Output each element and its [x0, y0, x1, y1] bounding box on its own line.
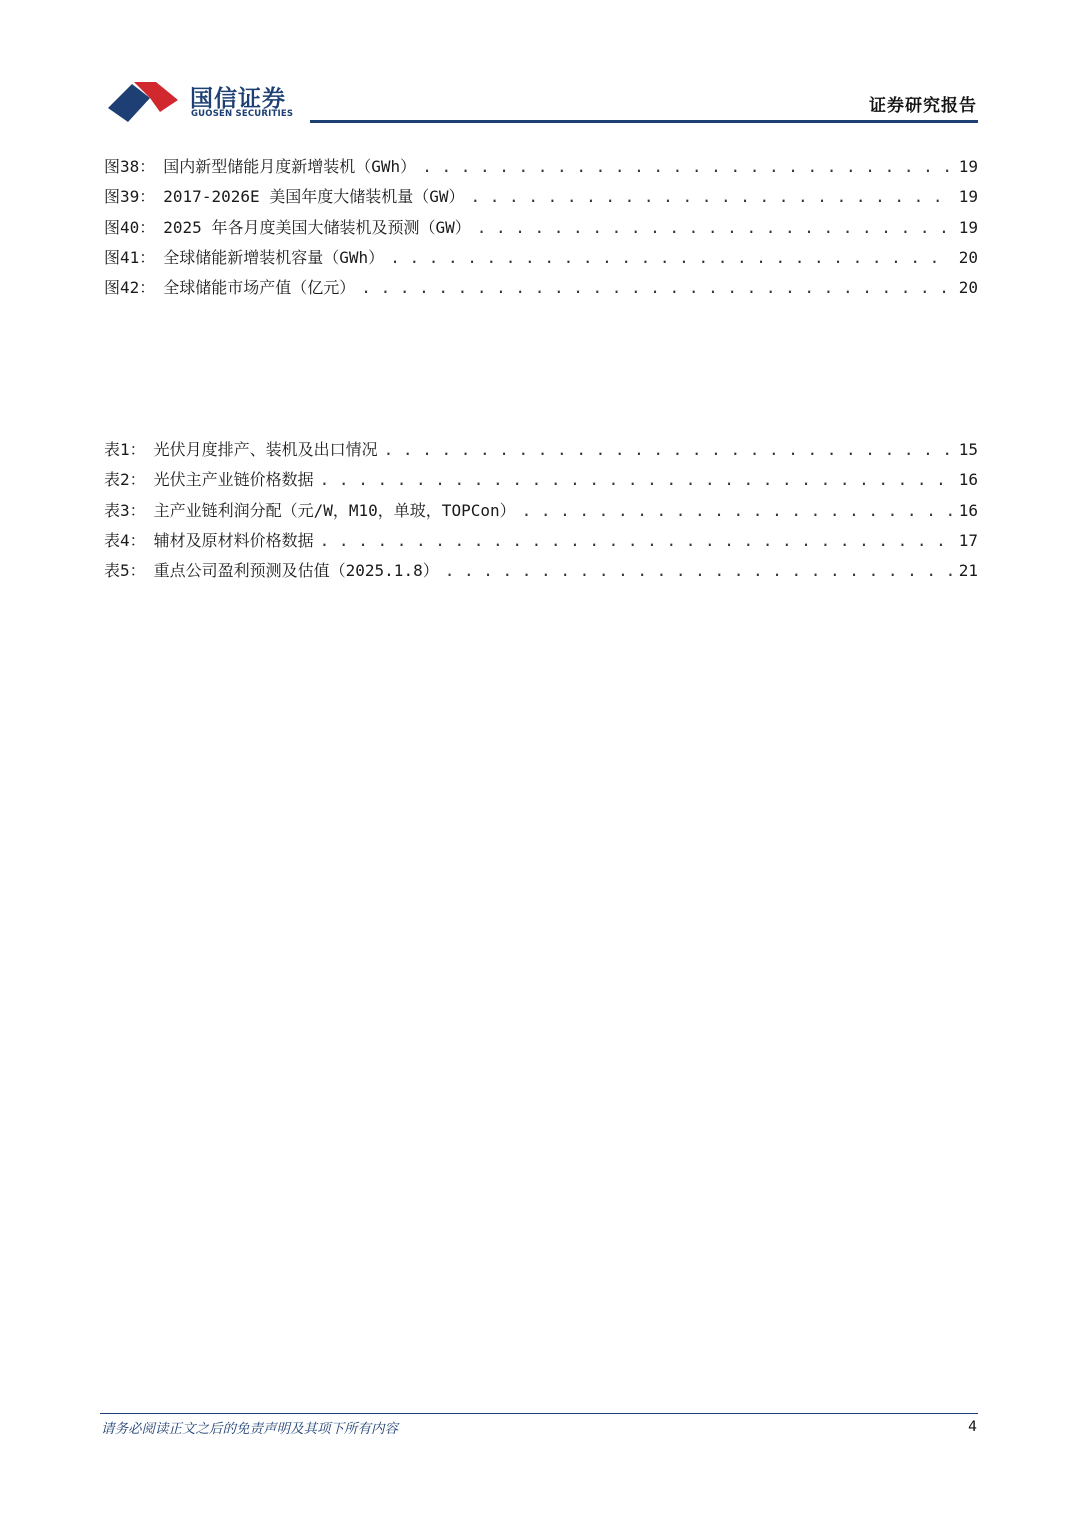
toc-entry-page: 17 — [958, 530, 978, 550]
toc-entry-title: 辅材及原材料价格数据 — [153, 530, 314, 550]
toc-entry-page: 20 — [958, 278, 978, 298]
logo-company-name-en: GUOSEN SECURITIES — [191, 109, 294, 119]
toc-entry-label: 表5： — [104, 561, 146, 581]
toc-entry-page: 20 — [958, 247, 978, 267]
guosen-logo-icon — [106, 78, 186, 124]
toc-dot-leader — [471, 187, 952, 206]
toc-entry-page: 21 — [958, 561, 978, 581]
toc-entry-table-1[interactable] — [104, 437, 978, 467]
toc-dot-leader — [390, 248, 952, 267]
toc-entry-title: 主产业链利润分配（元/W，M10，单玻，TOPCon） — [153, 500, 516, 520]
toc-entry-label: 图40： — [104, 217, 156, 237]
toc-entry-figure-41[interactable] — [104, 245, 978, 275]
toc-entry-label: 表2： — [104, 470, 146, 490]
toc-entry-title: 2025 年各月度美国大储装机及预测（GW） — [163, 217, 471, 237]
toc-entry-figure-38[interactable] — [104, 154, 978, 184]
toc-dot-leader — [320, 531, 952, 550]
figures-toc — [104, 154, 978, 305]
toc-entry-label: 图42： — [104, 278, 156, 298]
toc-entry-page: 15 — [958, 440, 978, 459]
toc-entry-table-4[interactable] — [104, 528, 978, 558]
toc-dot-leader — [384, 440, 952, 459]
toc-entry-table-5[interactable] — [104, 558, 978, 588]
toc-entry-table-3[interactable] — [104, 498, 978, 528]
toc-entry-page: 19 — [958, 187, 978, 207]
tables-toc — [104, 437, 978, 588]
toc-entry-page: 19 — [958, 157, 978, 176]
toc-entry-title: 国内新型储能月度新增装机（GWh） — [163, 157, 417, 176]
toc-dot-leader — [522, 501, 952, 520]
toc-dot-leader — [320, 470, 952, 489]
header-divider — [310, 120, 978, 123]
page-number: 4 — [968, 1419, 977, 1435]
report-type-title: 证券研究报告 — [869, 96, 977, 116]
footer-disclaimer: 请务必阅读正文之后的免责声明及其项下所有内容 — [101, 1421, 398, 1437]
toc-entry-title: 光伏月度排产、装机及出口情况 — [153, 440, 378, 459]
toc-dot-leader — [422, 157, 952, 176]
toc-entry-figure-42[interactable] — [104, 275, 978, 305]
toc-entry-title: 全球储能市场产值（亿元） — [163, 278, 356, 298]
toc-entry-label: 表3： — [104, 500, 146, 520]
toc-entry-label: 表1： — [104, 440, 146, 459]
toc-entry-figure-40[interactable] — [104, 215, 978, 245]
toc-entry-label: 图39： — [104, 187, 156, 207]
toc-entry-title: 光伏主产业链价格数据 — [153, 470, 314, 490]
toc-entry-title: 重点公司盈利预测及估值（2025.1.8） — [153, 561, 439, 581]
toc-entry-title: 2017-2026E 美国年度大储装机量（GW） — [163, 187, 465, 207]
logo-company-name-cn: 国信证券 — [190, 86, 286, 112]
toc-entry-figure-39[interactable] — [104, 184, 978, 214]
toc-dot-leader — [477, 218, 952, 237]
toc-entry-label: 表4： — [104, 530, 146, 550]
brand-logo — [106, 78, 296, 124]
toc-entry-title: 全球储能新增装机容量（GWh） — [163, 247, 385, 267]
toc-dot-leader — [361, 278, 952, 297]
toc-entry-page: 16 — [958, 500, 978, 520]
toc-entry-page: 16 — [958, 470, 978, 490]
toc-entry-label: 图41： — [104, 247, 156, 267]
toc-entry-page: 19 — [958, 217, 978, 237]
footer-divider — [100, 1413, 978, 1414]
toc-dot-leader — [445, 561, 952, 580]
toc-entry-label: 图38： — [104, 157, 156, 176]
toc-entry-table-2[interactable] — [104, 467, 978, 497]
